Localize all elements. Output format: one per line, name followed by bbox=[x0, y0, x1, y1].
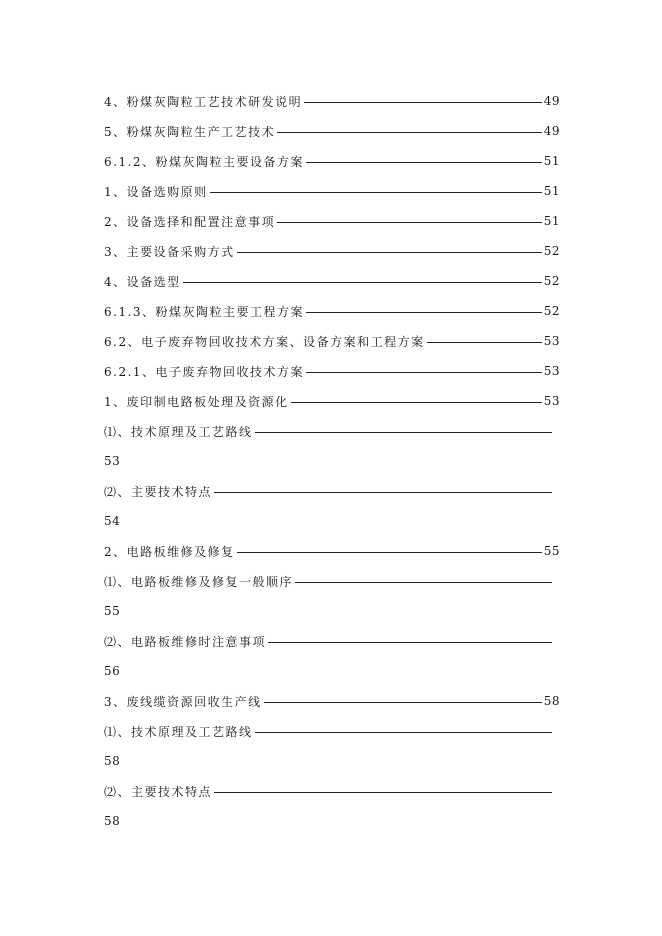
toc-leader-line bbox=[291, 402, 542, 403]
toc-entry bbox=[104, 296, 560, 326]
toc-entry-title: ⑵、电路板维修时注意事项 bbox=[104, 634, 267, 649]
toc-entry-page-number: 53 bbox=[543, 364, 560, 378]
toc-entry-title: 1、废印制电路板处理及资源化 bbox=[104, 394, 289, 409]
toc-entry-page-number: 51 bbox=[543, 214, 560, 228]
toc-leader-line bbox=[295, 582, 552, 583]
toc-entry-page-number: 56 bbox=[104, 664, 121, 678]
toc-entry bbox=[104, 416, 560, 446]
toc-leader-line bbox=[304, 102, 542, 103]
toc-entry-page-number: 53 bbox=[543, 334, 560, 348]
toc-entry-title: ⑴、技术原理及工艺路线 bbox=[104, 724, 253, 739]
toc-leader-line bbox=[255, 732, 552, 733]
toc-entry bbox=[104, 686, 560, 716]
toc-entry-title: 3、废线缆资源回收生产线 bbox=[104, 694, 262, 709]
toc-entry-page-number: 49 bbox=[543, 124, 560, 138]
toc-entry bbox=[104, 716, 560, 746]
toc-leader-line bbox=[214, 492, 552, 493]
toc-entry-page-number: 53 bbox=[104, 454, 121, 468]
toc-leader-line bbox=[237, 252, 542, 253]
toc-entry-title: 6.1.2、粉煤灰陶粒主要设备方案 bbox=[104, 154, 305, 169]
toc-entry-page-number: 51 bbox=[543, 154, 560, 168]
toc-entry-page-number: 58 bbox=[543, 694, 560, 708]
toc-entry-page-number: 55 bbox=[543, 544, 560, 558]
toc-entry-title: 2、电路板维修及修复 bbox=[104, 544, 235, 559]
toc-leader-line bbox=[268, 642, 552, 643]
toc-entry-title: 3、主要设备采购方式 bbox=[104, 244, 235, 259]
toc-leader-line bbox=[306, 162, 542, 163]
toc-entry bbox=[104, 176, 560, 206]
toc-entry-title: 1、设备选购原则 bbox=[104, 184, 208, 199]
toc-entry bbox=[104, 566, 560, 596]
toc-entry bbox=[104, 206, 560, 236]
toc-leader-line bbox=[183, 282, 542, 283]
toc-leader-line bbox=[237, 552, 542, 553]
toc-leader-line bbox=[277, 222, 542, 223]
toc-entry bbox=[104, 776, 560, 806]
toc-entry-title: 4、设备选型 bbox=[104, 274, 181, 289]
toc-leader-line bbox=[255, 432, 552, 433]
table-of-contents bbox=[104, 86, 560, 836]
toc-leader-line bbox=[210, 192, 542, 193]
toc-leader-line bbox=[306, 312, 542, 313]
toc-entry-page-number: 52 bbox=[543, 304, 560, 318]
toc-entry bbox=[104, 626, 560, 656]
toc-entry-title: 6.2.1、电子废弃物回收技术方案 bbox=[104, 364, 305, 379]
toc-entry bbox=[104, 536, 560, 566]
toc-entry bbox=[104, 476, 560, 506]
toc-entry bbox=[104, 266, 560, 296]
toc-entry-title: 6.2、电子废弃物回收技术方案、设备方案和工程方案 bbox=[104, 334, 425, 349]
toc-entry-title: 5、粉煤灰陶粒生产工艺技术 bbox=[104, 124, 276, 139]
toc-entry-title: 4、粉煤灰陶粒工艺技术研发说明 bbox=[104, 94, 303, 109]
toc-entry bbox=[104, 236, 560, 266]
toc-entry bbox=[104, 326, 560, 356]
toc-entry-title: 2、设备选择和配置注意事项 bbox=[104, 214, 276, 229]
toc-entry bbox=[104, 386, 560, 416]
toc-entry-page-number: 51 bbox=[543, 184, 560, 198]
toc-entry bbox=[104, 86, 560, 116]
toc-leader-line bbox=[264, 702, 542, 703]
toc-entry-title: ⑵、主要技术特点 bbox=[104, 484, 213, 499]
toc-entry-page-number: 52 bbox=[543, 274, 560, 288]
toc-entry-page-number: 58 bbox=[104, 754, 121, 768]
toc-entry bbox=[104, 146, 560, 176]
toc-entry bbox=[104, 356, 560, 386]
toc-entry-title: ⑵、主要技术特点 bbox=[104, 784, 213, 799]
toc-leader-line bbox=[306, 372, 542, 373]
toc-entry-page-number: 53 bbox=[543, 394, 560, 408]
toc-leader-line bbox=[427, 342, 542, 343]
toc-entry-page-number: 54 bbox=[104, 514, 121, 528]
toc-entry bbox=[104, 116, 560, 146]
toc-entry-page-number: 52 bbox=[543, 244, 560, 258]
toc-entry-page-number: 55 bbox=[104, 604, 121, 618]
toc-leader-line bbox=[214, 792, 552, 793]
toc-entry-title: ⑴、电路板维修及修复一般顺序 bbox=[104, 574, 294, 589]
toc-entry-title: ⑴、技术原理及工艺路线 bbox=[104, 424, 253, 439]
toc-entry-page-number: 58 bbox=[104, 814, 121, 828]
toc-entry-title: 6.1.3、粉煤灰陶粒主要工程方案 bbox=[104, 304, 305, 319]
toc-leader-line bbox=[277, 132, 542, 133]
toc-entry-page-number: 49 bbox=[543, 94, 560, 108]
